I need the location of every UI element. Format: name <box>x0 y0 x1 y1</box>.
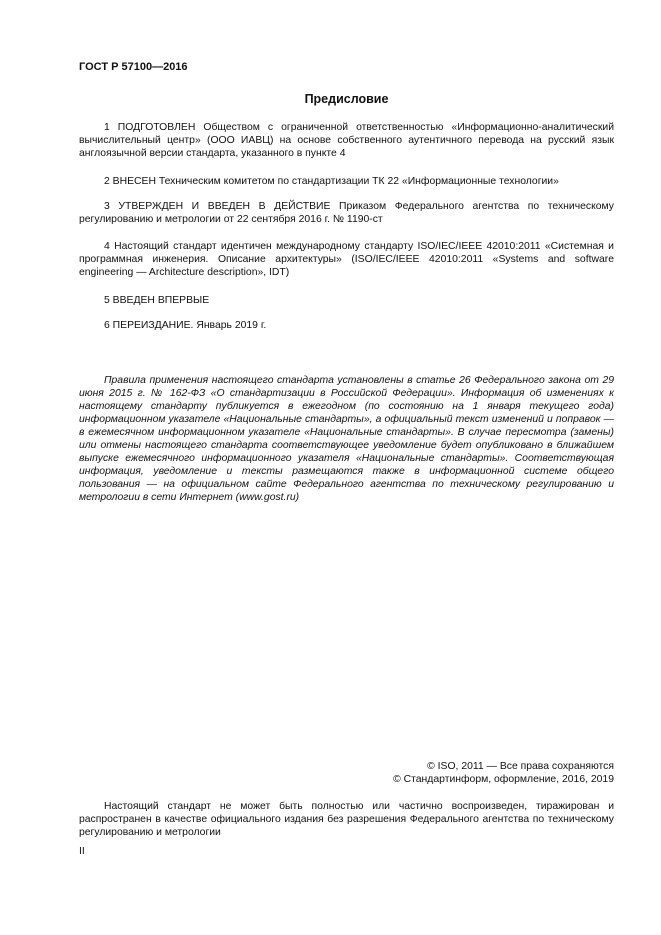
foreword-item-2: 2 ВНЕСЕН Техническим комитетом по стандартизации ТК 22 «Информационные технологии» <box>104 176 559 187</box>
standard-code: ГОСТ Р 57100—2016 <box>79 61 188 73</box>
foreword-item-6: 6 ПЕРЕИЗДАНИЕ. Январь 2019 г. <box>104 320 267 331</box>
foreword-item-4: 4 Настоящий стандарт идентичен международному стандарту ISO/IEC/IEEE 42010:2011 «Системная и программная инженерия. Описание архитектуры» (ISO/IEC/IEEE 42010:2011 «Systems and software engineering — Architecture description», IDT) <box>79 241 614 278</box>
reproduction-notice: Настоящий стандарт не может быть полностью или частично воспроизведен, тиражирован и распространен в качестве официального издания без разрешения Федерального агентства по техническому регулированию и метрологии <box>79 801 614 838</box>
iso-copyright: © ISO, 2011 — Все права сохраняются <box>427 761 614 772</box>
foreword-item-1: 1 ПОДГОТОВЛЕН Обществом с ограниченной ответственностью «Информационно-аналитический вычислительный центр» (ООО ИАВЦ) на основе собственного аутентичного перевода на русский язык англоязычной версии стандарта, указанного в пункте 4 <box>79 122 614 159</box>
foreword-item-5: 5 ВВЕДЕН ВПЕРВЫЕ <box>104 295 210 306</box>
page-number: II <box>79 846 85 857</box>
page-title: Предисловие <box>304 92 389 106</box>
rules-notice: Правила применения настоящего стандарта установлены в статье 26 Федерального закона от 29 июня 2015 г. № 162-ФЗ «О стандартизации в Российской Федерации». Информация об изменениях к настоящему стандарту публикуется в ежегодном (по состоянию на 1 января текущего года) информационном указателе «Национальные стандарты», а официальный текст изменений и поправок — в ежемесячном информационном указателе «Национальные стандарты». В случае пересмотра (замены) или отмены настоящего стандарта соответствующее уведомление будет опубликовано в ближайшем выпуске ежемесячного информационного указателя «Национальные стандарты». Соответствующая информация, уведомление и тексты размещаются также в информационной системе общего пользования — на официальном сайте Федерального агентства по техническому регулированию и метрологии в сети Интернет (www.gost.ru) <box>79 375 614 503</box>
standartinform-copyright: © Стандартинформ, оформление, 2016, 2019 <box>393 774 614 785</box>
foreword-item-3: 3 УТВЕРЖДЕН И ВВЕДЕН В ДЕЙСТВИЕ Приказом Федерального агентства по техническому регулированию и метрологии от 22 сентября 2016 г. № 1190-ст <box>79 201 614 225</box>
